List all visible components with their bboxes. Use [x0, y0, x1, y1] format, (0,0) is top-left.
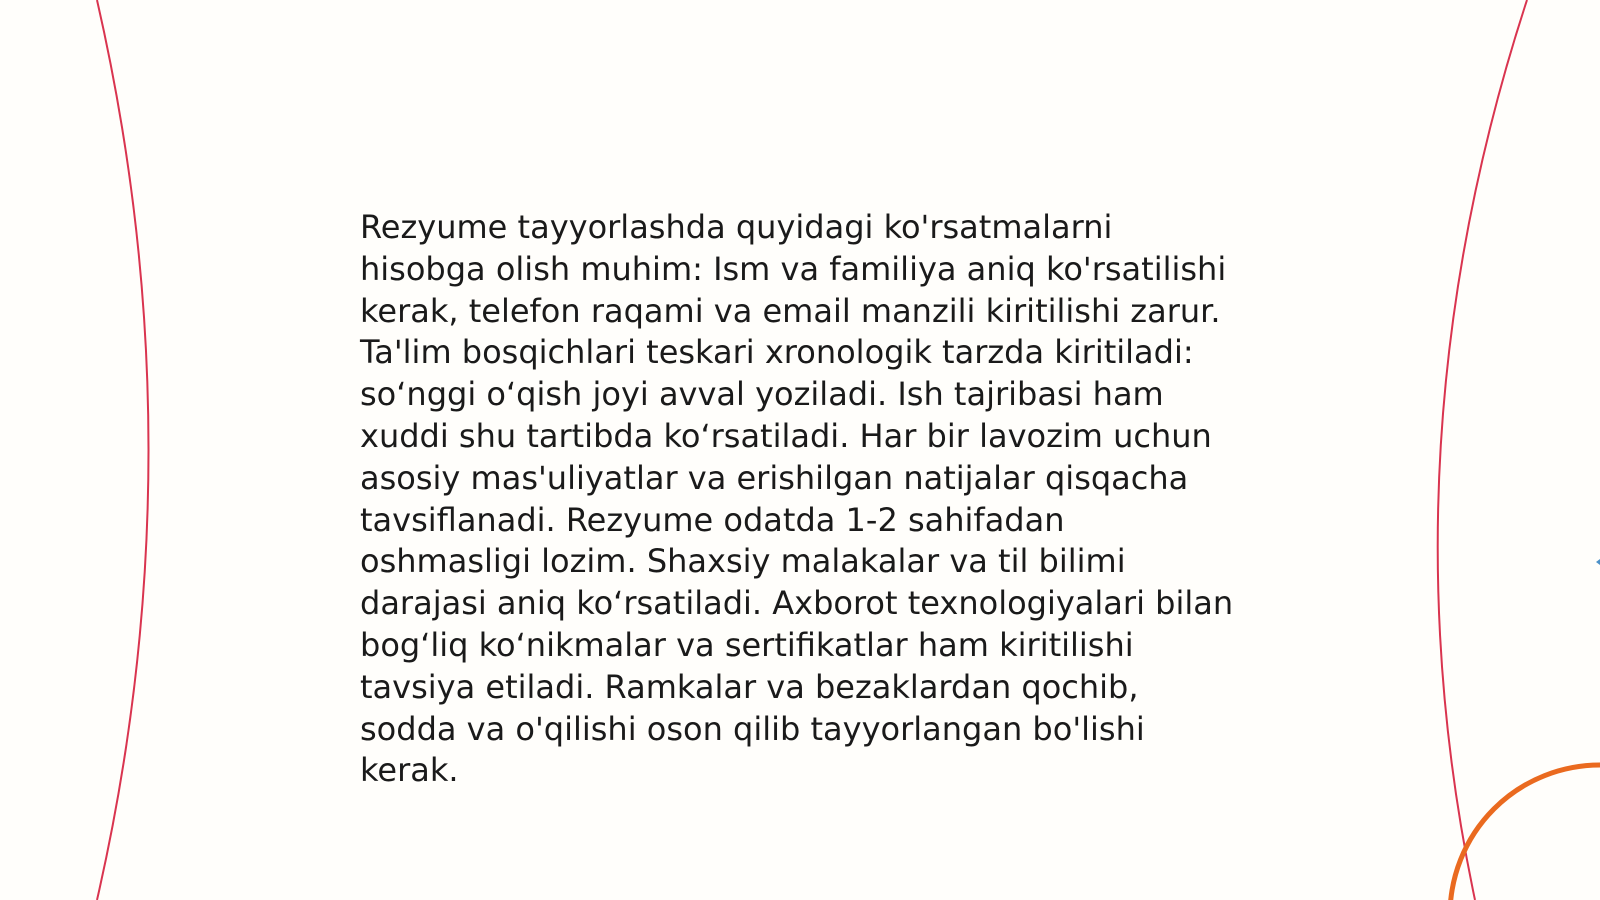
right-curve-line — [1438, 0, 1527, 900]
left-curve-line — [97, 0, 149, 900]
slide-body-text: Rezyume tayyorlashda quyidagi ko'rsatmalarni hisobga olish muhim: Ism va familiya aniq ko'rsatilishi kerak, telefon raqami va email manzili kiritilishi zarur. Ta'lim bosqichlari teskari xronologik tarzda kiritiladi: so‘nggi o‘qish joyi avval yoziladi. Ish tajribasi ham xuddi shu tartibda ko‘rsatiladi. Har bir lavozim uchun asosiy mas'uliyatlar va erishilgan natijalar qisqacha tavsiflanadi. Rezyume odatda 1-2 sahifadan oshmasligi lozim. Shaxsiy malakalar va til bilimi darajasi aniq ko‘rsatiladi. Axborot texnologiyalari bilan bog‘liq ko‘nikmalar va sertifikatlar ham kiritilishi tavsiya etiladi. Ramkalar va bezaklardan qochib, sodda va o'qilishi oson qilib tayyorlangan bo'lishi kerak. — [360, 208, 1234, 790]
right-edge-marker — [1596, 559, 1600, 565]
orange-accent-arc — [1450, 765, 1600, 900]
